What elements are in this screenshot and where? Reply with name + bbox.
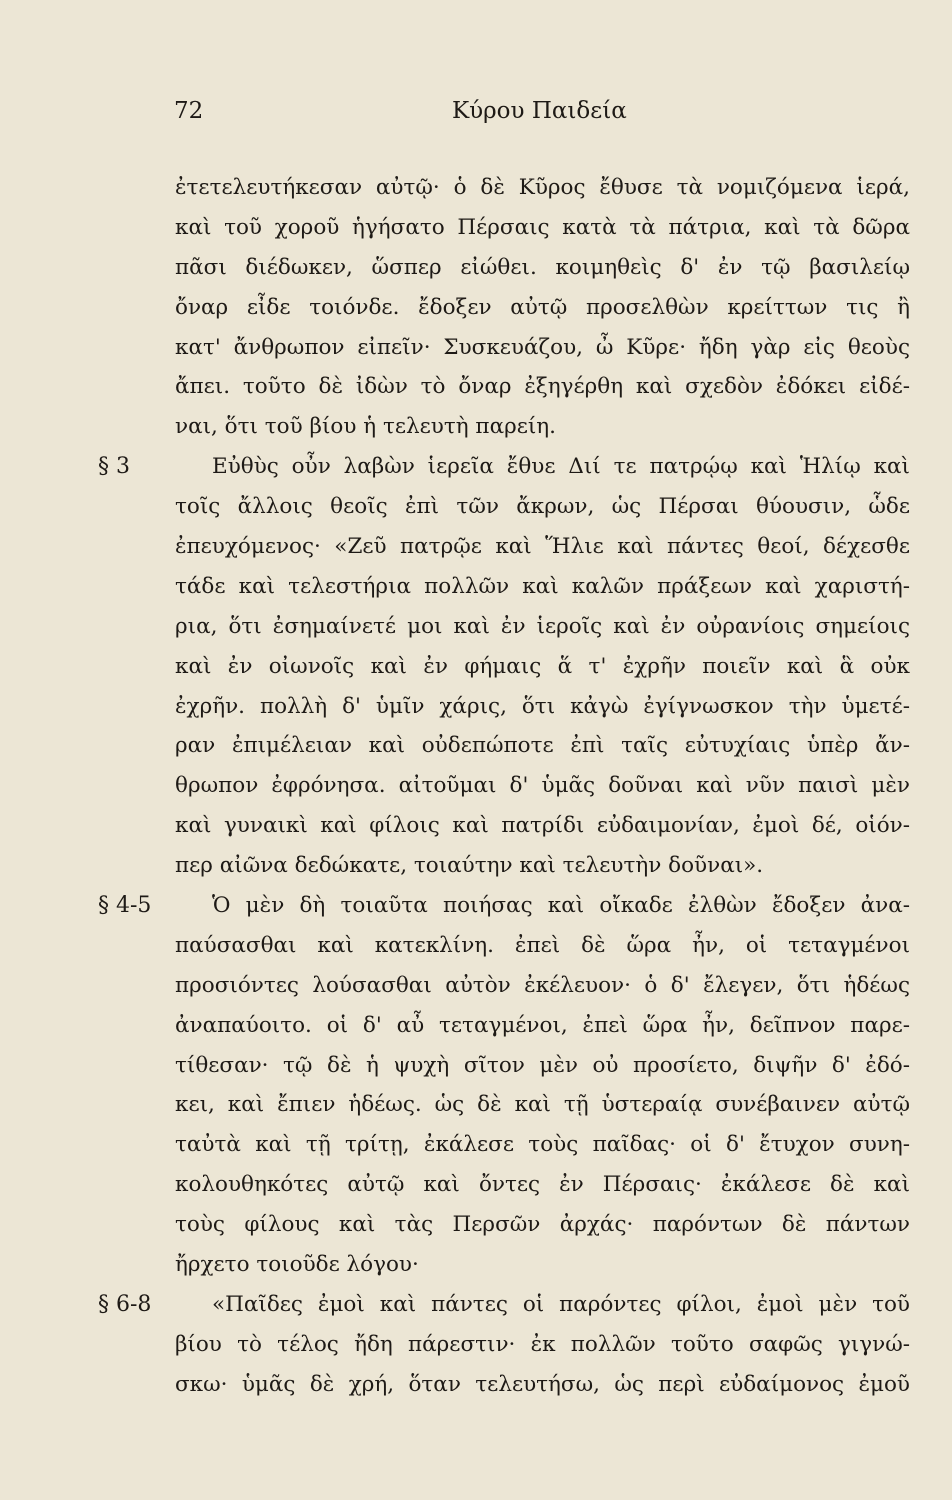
text-line bbox=[0, 766, 910, 806]
text-line bbox=[0, 886, 910, 926]
text-line bbox=[0, 806, 910, 846]
line-text: ἀναπαύοιτο. οἱ δ' αὖ τεταγμένοι, ἐπεὶ ὥρα ἦν, δεῖπνον παρε- bbox=[175, 1012, 910, 1038]
line-text: σκω· ὑμᾶς δὲ χρή, ὅταν τελευτήσω, ὡς περὶ εὐδαίμονος ἐμοῦ bbox=[175, 1371, 910, 1397]
text-line bbox=[0, 367, 910, 407]
line-text: κει, καὶ ἔπιεν ἡδέως. ὡς δὲ καὶ τῇ ὑστεραίᾳ συνέβαινεν αὐτῷ bbox=[175, 1092, 910, 1118]
line-text: ρια, ὅτι ἐσημαίνετέ μοι καὶ ἐν ἱεροῖς καὶ ἐν οὐρανίοις σημείοις bbox=[175, 613, 910, 639]
text-line bbox=[0, 926, 910, 966]
line-text: ναι, ὅτι τοῦ βίου ἡ τελευτὴ παρείη. bbox=[175, 414, 557, 440]
text-line bbox=[0, 407, 910, 447]
text-line bbox=[0, 966, 910, 1006]
line-text: Εὐθὺς οὖν λαβὼν ἱερεῖα ἔθυε Διί τε πατρῴῳ καὶ Ἡλίῳ καὶ bbox=[212, 454, 910, 480]
text-line bbox=[0, 1205, 910, 1245]
text-line bbox=[0, 1125, 910, 1165]
text-line bbox=[0, 846, 910, 886]
text-line bbox=[0, 168, 910, 208]
text-line bbox=[0, 1006, 910, 1046]
line-text: Ὁ μὲν δὴ τοιαῦτα ποιήσας καὶ οἴκαδε ἐλθὼν ἔδοξεν ἀνα- bbox=[212, 893, 910, 919]
line-text: «Παῖδες ἐμοὶ καὶ πάντες οἱ παρόντες φίλοι, ἐμοὶ μὲν τοῦ bbox=[212, 1291, 910, 1317]
text-line bbox=[0, 567, 910, 607]
section-marker: § 3 bbox=[98, 454, 130, 480]
text-line bbox=[0, 447, 910, 487]
section-marker: § 4-5 bbox=[98, 893, 152, 919]
text-line bbox=[0, 1325, 910, 1365]
line-text: καὶ γυναικὶ καὶ φίλοις καὶ πατρίδι εὐδαιμονίαν, ἐμοὶ δέ, οἱόν- bbox=[175, 813, 910, 839]
text-line bbox=[0, 687, 910, 727]
page-header bbox=[0, 98, 952, 138]
body-text bbox=[0, 168, 952, 1405]
line-text: κολουθηκότες αὐτῷ καὶ ὄντες ἐν Πέρσαις· ἐκάλεσε δὲ καὶ bbox=[175, 1172, 910, 1198]
text-line bbox=[0, 726, 910, 766]
line-text: τοὺς φίλους καὶ τὰς Περσῶν ἀρχάς· παρόντων δὲ πάντων bbox=[175, 1212, 910, 1238]
line-text: ἤρχετο τοιοῦδε λόγου· bbox=[175, 1252, 419, 1278]
line-text: βίου τὸ τέλος ἤδη πάρεστιν· ἐκ πολλῶν τοῦτο σαφῶς γιγνώ- bbox=[175, 1331, 910, 1357]
line-text: καὶ ἐν οἰωνοῖς καὶ ἐν φήμαις ἅ τ' ἐχρῆν ποιεῖν καὶ ἃ οὐκ bbox=[175, 653, 910, 679]
text-line bbox=[0, 527, 910, 567]
text-line bbox=[0, 607, 910, 647]
line-text: πᾶσι διέδωκεν, ὥσπερ εἰώθει. κοιμηθεὶς δ' ἐν τῷ βασιλείῳ bbox=[175, 254, 910, 280]
line-text: ἐτετελευτήκεσαν αὐτῷ· ὁ δὲ Κῦρος ἔθυσε τὰ νομιζόμενα ἱερά, bbox=[175, 175, 910, 200]
line-text: καὶ τοῦ χοροῦ ἡγήσατο Πέρσαις κατὰ τὰ πάτρια, καὶ τὰ δῶρα bbox=[175, 214, 910, 240]
line-text: τοῖς ἄλλοις θεοῖς ἐπὶ τῶν ἄκρων, ὡς Πέρσαι θύουσιν, ὧδε bbox=[175, 494, 910, 520]
section-marker: § 6-8 bbox=[98, 1291, 152, 1317]
text-line bbox=[0, 248, 910, 288]
line-text: ἐχρῆν. πολλὴ δ' ὑμῖν χάρις, ὅτι κἀγὼ ἐγίγνωσκον τὴν ὑμετέ- bbox=[175, 693, 910, 719]
line-text: ταὐτὰ καὶ τῇ τρίτῃ, ἐκάλεσε τοὺς παῖδας· οἱ δ' ἔτυχον συνη- bbox=[175, 1132, 910, 1158]
line-text: περ αἰῶνα δεδώκατε, τοιαύτην καὶ τελευτὴν δοῦναι». bbox=[175, 853, 764, 879]
page-number: 72 bbox=[174, 98, 204, 124]
text-line bbox=[0, 1165, 910, 1205]
text-line bbox=[0, 1245, 910, 1285]
line-text: ὄναρ εἶδε τοιόνδε. ἔδοξεν αὐτῷ προσελθὼν κρείττων τις ἢ bbox=[175, 294, 910, 320]
text-line bbox=[0, 1085, 910, 1125]
line-text: προσιόντες λούσασθαι αὐτὸν ἐκέλευον· ὁ δ' ἔλεγεν, ὅτι ἡδέως bbox=[175, 972, 910, 998]
text-line bbox=[0, 487, 910, 527]
text-line bbox=[0, 1285, 910, 1325]
text-line bbox=[0, 288, 910, 328]
text-line bbox=[0, 328, 910, 368]
text-line bbox=[0, 647, 910, 687]
line-text: κατ' ἄνθρωπον εἰπεῖν· Συσκευάζου, ὦ Κῦρε· ἤδη γὰρ εἰς θεοὺς bbox=[175, 334, 910, 360]
line-text: ἐπευχόμενος· «Ζεῦ πατρῷε καὶ Ἥλιε καὶ πάντες θεοί, δέχεσθε bbox=[175, 534, 910, 560]
line-text: θρωπον ἐφρόνησα. αἰτοῦμαι δ' ὑμᾶς δοῦναι καὶ νῦν παισὶ μὲν bbox=[175, 773, 910, 799]
line-text: παύσασθαι καὶ κατεκλίνη. ἐπεὶ δὲ ὥρα ἦν, οἱ τεταγμένοι bbox=[175, 932, 910, 958]
line-text: τάδε καὶ τελεστήρια πολλῶν καὶ καλῶν πράξεων καὶ χαριστή- bbox=[175, 573, 910, 599]
line-text: ἄπει. τοῦτο δὲ ἰδὼν τὸ ὄναρ ἐξηγέρθη καὶ σχεδὸν ἐδόκει εἰδέ- bbox=[175, 374, 910, 400]
text-line bbox=[0, 1365, 910, 1405]
line-text: τίθεσαν· τῷ δὲ ἡ ψυχὴ σῖτον μὲν οὐ προσίετο, διψῆν δ' ἐδό- bbox=[175, 1052, 910, 1078]
line-text: ραν ἐπιμέλειαν καὶ οὐδεπώποτε ἐπὶ ταῖς εὐτυχίαις ὑπὲρ ἄν- bbox=[175, 733, 910, 759]
text-line bbox=[0, 208, 910, 248]
text-line bbox=[0, 1046, 910, 1086]
running-title: Κύρου Παιδεία bbox=[452, 98, 627, 124]
